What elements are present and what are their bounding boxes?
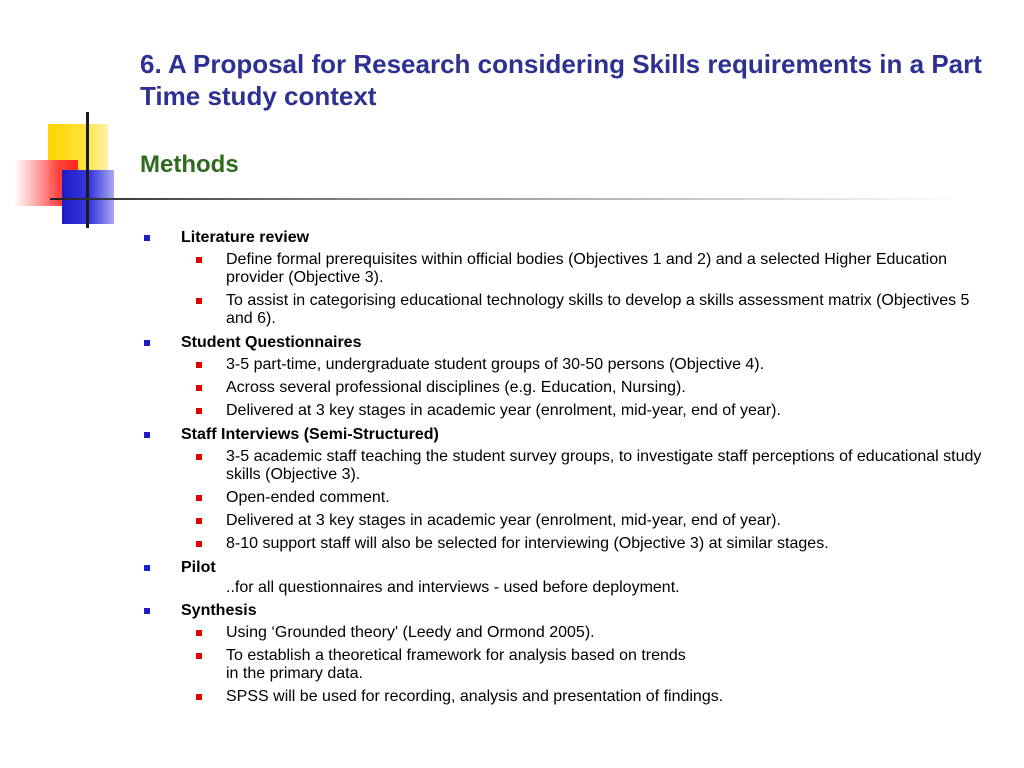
section-label: Staff Interviews (Semi-Structured) <box>181 426 439 443</box>
square-bullet-icon <box>144 340 150 346</box>
square-bullet-icon <box>196 257 202 263</box>
section-item <box>140 425 1000 553</box>
square-bullet-icon <box>144 608 150 614</box>
sub-bullet-item <box>181 379 1000 397</box>
sub-bullet-item <box>181 251 1000 287</box>
section-item <box>140 558 1000 598</box>
sub-bullet-item <box>181 402 1000 420</box>
section-label: Student Questionnaires <box>181 334 362 351</box>
section-label: Pilot <box>181 559 216 576</box>
section-item <box>140 601 1000 706</box>
sub-bullet-text: To assist in categorising educational technology skills to develop a skills assessment matrix (Objectives 5 and 6). <box>226 292 970 327</box>
square-bullet-icon <box>144 432 150 438</box>
square-bullet-icon <box>196 385 202 391</box>
bullet-content <box>140 228 1000 711</box>
section-item <box>140 228 1000 328</box>
sub-bullet-list <box>181 356 1000 420</box>
sub-bullet-text: Define formal prerequisites within official bodies (Objectives 1 and 2) and a selected Higher Education provider (Objective 3). <box>226 251 947 286</box>
section-note: ..for all questionnaires and interviews - used before deployment. <box>226 579 680 596</box>
slide-title: 6. A Proposal for Research considering Skills requirements in a Part Time study context <box>140 49 982 111</box>
sub-bullet-text: Open-ended comment. <box>226 489 390 506</box>
sub-bullet-text: Delivered at 3 key stages in academic year (enrolment, mid-year, end of year). <box>226 512 781 529</box>
sub-bullet-item <box>181 292 1000 328</box>
vertical-line-decoration <box>86 112 89 228</box>
slide-subtitle: Methods <box>140 151 239 178</box>
sub-bullet-text: 3-5 part-time, undergraduate student groups of 30-50 persons (Objective 4). <box>226 356 765 373</box>
sub-bullet-item <box>181 624 1000 642</box>
sub-bullet-text: 3-5 academic staff teaching the student survey groups, to investigate staff perceptions of educational study skills (Objective 3). <box>226 448 982 483</box>
section-item <box>140 333 1000 420</box>
square-bullet-icon <box>196 495 202 501</box>
square-bullet-icon <box>196 408 202 414</box>
sub-bullet-text: To establish a theoretical framework for analysis based on trends in the primary data. <box>226 647 686 682</box>
sub-bullet-item <box>181 489 1000 507</box>
sub-bullet-list <box>181 624 1000 706</box>
square-bullet-icon <box>196 298 202 304</box>
sub-bullet-list <box>181 251 1000 328</box>
square-bullet-icon <box>196 362 202 368</box>
sub-bullet-text: Delivered at 3 key stages in academic year (enrolment, mid-year, end of year). <box>226 402 781 419</box>
sub-bullet-item <box>181 535 1000 553</box>
square-bullet-icon <box>196 541 202 547</box>
sub-bullet-list <box>181 448 1000 553</box>
sub-bullet-item <box>181 448 1000 484</box>
square-bullet-icon <box>196 454 202 460</box>
horizontal-rule <box>50 198 960 200</box>
sub-bullet-item <box>181 647 1000 683</box>
section-label: Literature review <box>181 229 310 246</box>
sub-bullet-text: SPSS will be used for recording, analysis and presentation of findings. <box>226 688 724 705</box>
sub-bullet-text: Across several professional disciplines (e.g. Education, Nursing). <box>226 379 686 396</box>
sub-bullet-item <box>181 356 1000 374</box>
sub-bullet-item <box>181 688 1000 706</box>
sub-bullet-item <box>181 512 1000 530</box>
square-bullet-icon <box>196 518 202 524</box>
sub-bullet-text: 8-10 support staff will also be selected for interviewing (Objective 3) at similar stages. <box>226 535 829 552</box>
square-bullet-icon <box>196 694 202 700</box>
square-bullet-icon <box>196 653 202 659</box>
square-bullet-icon <box>144 235 150 241</box>
square-bullet-icon <box>144 565 150 571</box>
sub-bullet-text: Using ‘Grounded theory' (Leedy and Ormond 2005). <box>226 624 595 641</box>
section-label: Synthesis <box>181 602 257 619</box>
square-bullet-icon <box>196 630 202 636</box>
